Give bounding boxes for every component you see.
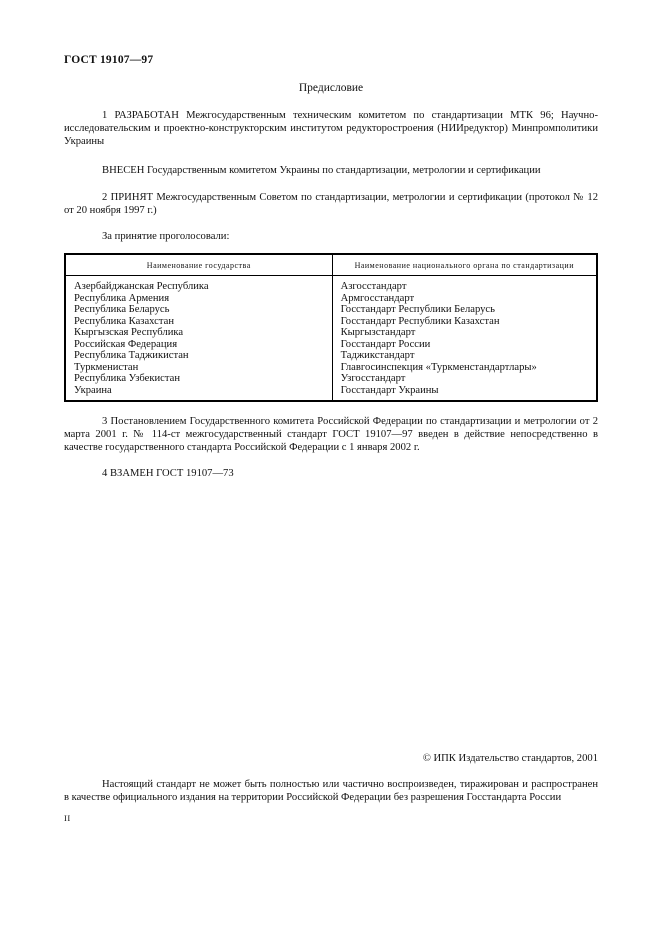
vote-table: [64, 253, 598, 402]
table-header-row: [65, 254, 597, 276]
vote-table-body: [65, 276, 597, 402]
table-row: [65, 373, 597, 385]
country-cell: Туркменистан: [65, 362, 332, 374]
table-header-state: Наименование государства: [65, 254, 332, 276]
table-row: [65, 385, 597, 402]
agency-cell: Таджикстандарт: [340, 350, 415, 361]
paragraph-adopted: 2 ПРИНЯТ Межгосударственным Советом по стандартизации, метрологии и сертификации (протокол № 12 от 20 ноября 1997 г.): [64, 192, 598, 216]
agency-cell: Госстандарт Украины: [340, 384, 439, 396]
table-row: [65, 293, 597, 305]
vote-table-head: [65, 254, 597, 276]
agency-cell: Азгосстандарт: [340, 281, 407, 292]
agency-cell: Госстандарт Республики Казахстан: [340, 315, 500, 327]
table-header-agency: Наименование национального органа по стандартизации: [332, 254, 597, 276]
doc-code: ГОСТ 19107—97: [64, 54, 154, 66]
table-row: [65, 350, 597, 362]
paragraph-developed: 1 РАЗРАБОТАН Межгосударственным техническим комитетом по стандартизации МТК 96; Научно-исследовательским и проектно-конструкторским институтом редукторостроения (НИИредуктор) Минпромполитики Украины: [64, 110, 598, 147]
paragraph-enacted: 3 Постановлением Государственного комитета Российской Федерации по стандартизации и метрологии от 2 марта 2001 г. № 114-ст межгосударственный стандарт ГОСТ 19107—97 введен в действие непосредственно в качестве государственного стандарта Российской Федерации с 1 января 2002 г.: [64, 416, 598, 453]
table-row: [65, 362, 597, 374]
country-cell: Республика Казахстан: [65, 316, 332, 328]
country-cell: Республика Армения: [65, 293, 332, 305]
country-cell: Республика Узбекистан: [65, 373, 332, 385]
copyright-line: © ИПК Издательство стандартов, 2001: [422, 753, 598, 764]
agency-cell: Госстандарт Республики Беларусь: [340, 304, 495, 315]
reproduction-notice: Настоящий стандарт не может быть полностью или частично воспроизведен, тиражирован и распространен в качестве официального издания на территории Российской Федерации без разрешения Госстандарта России: [64, 779, 598, 803]
agency-cell: Узгосстандарт: [340, 373, 406, 384]
country-cell: Республика Таджикистан: [65, 350, 332, 362]
country-cell: Кыргызская Республика: [65, 327, 332, 339]
table-row: [65, 339, 597, 351]
paragraph-replaces: 4 ВЗАМЕН ГОСТ 19107—73: [102, 468, 234, 479]
country-cell: Азербайджанская Республика: [65, 276, 332, 293]
agency-cell: Армгосстандарт: [340, 292, 415, 304]
table-row: [65, 316, 597, 328]
page-number: II: [64, 813, 71, 823]
agency-cell: Кыргызстандарт: [340, 327, 416, 338]
table-row: [65, 327, 597, 339]
table-row: [65, 276, 597, 293]
country-cell: Украина: [65, 385, 332, 402]
table-row: [65, 304, 597, 316]
country-cell: Российская Федерация: [65, 339, 332, 351]
country-cell: Республика Беларусь: [65, 304, 332, 316]
agency-cell: Главгосинспекция «Туркменстандартлары»: [340, 361, 537, 373]
preface-title: Предисловие: [298, 82, 364, 94]
paragraph-submitted: ВНЕСЕН Государственным комитетом Украины по стандартизации, метрологии и сертификации: [102, 165, 541, 176]
agency-cell: Госстандарт России: [340, 338, 431, 350]
paragraph-voted-lead: За принятие проголосовали:: [102, 231, 230, 242]
